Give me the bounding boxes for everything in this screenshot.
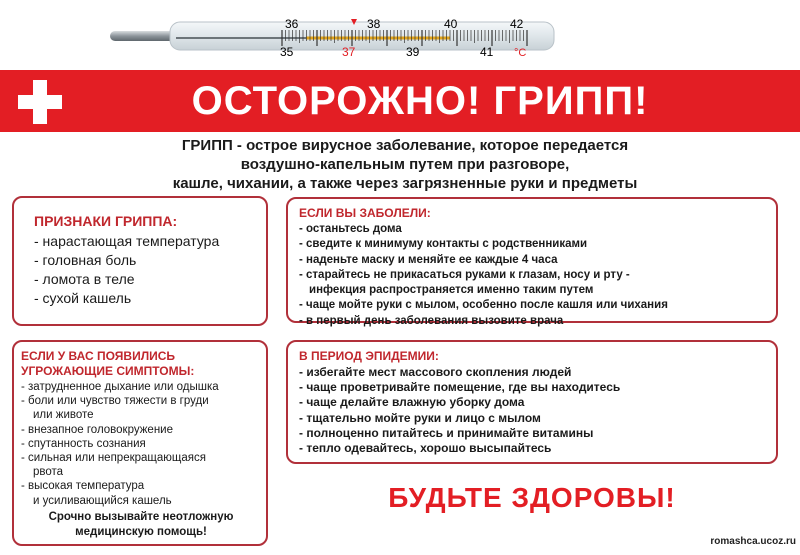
list-item: - головная боль (34, 252, 137, 268)
danger-title-line2: УГРОЖАЮЩИЕ СИМПТОМЫ: (21, 364, 195, 378)
intro-line: кашле, чихании, а также через загрязненные руки и предметы (172, 175, 638, 192)
epidemic-box (286, 340, 778, 464)
danger-symptoms-box (12, 340, 268, 546)
list-item: или животе (33, 409, 94, 422)
watermark: romashca.ucoz.ru (710, 536, 796, 547)
list-item: и усиливающийся кашель (33, 494, 172, 507)
intro-text (60, 136, 750, 193)
epidemic-title: В ПЕРИОД ЭПИДЕМИИ: (299, 349, 439, 363)
scale-42: 42 (510, 17, 524, 31)
list-item: - избегайте мест массового скопления людей (299, 365, 572, 379)
scale-40: 40 (444, 17, 458, 31)
list-item: - сильная или непрекращающаяся (21, 452, 206, 465)
list-item: - высокая температура (21, 480, 145, 493)
intro-line: воздушно-капельным путем при разговоре, (240, 156, 570, 173)
warning-line: Срочно вызывайте неотложную (48, 510, 234, 523)
warning-line: медицинскую помощь! (75, 525, 207, 538)
list-item: - останьтесь дома (299, 223, 402, 235)
list-item: - чаще делайте влажную уборку дома (299, 395, 525, 410)
list-item: - боли или чувство тяжести в груди (21, 395, 209, 408)
if-sick-box (286, 197, 778, 327)
list-item: - старайтесь не прикасаться руками к глазам, носу и рту - (299, 268, 630, 281)
list-item: рвота (33, 466, 64, 479)
scale-38: 38 (367, 17, 381, 31)
scale-39: 39 (406, 45, 420, 59)
if-sick-title: ЕСЛИ ВЫ ЗАБОЛЕЛИ: (299, 206, 431, 220)
header-banner (0, 70, 800, 132)
list-item: - ломота в теле (34, 271, 135, 287)
list-item: - сухой кашель (34, 290, 132, 306)
scale-35: 35 (280, 45, 294, 59)
list-item: - полноценно питайтесь и принимайте витамины (299, 425, 594, 440)
list-item: - затрудненное дыхание или одышка (21, 381, 219, 393)
list-item: - сведите к минимуму контакты с родственниками (299, 238, 588, 251)
list-item: - тепло одевайтесь, хорошо высыпайтесь (299, 441, 552, 456)
closing-slogan: БУДЬТЕ ЗДОРОВЫ! (388, 482, 676, 513)
list-item: - нарастающая температура (34, 233, 220, 249)
scale-unit: °C (514, 47, 527, 59)
list-item: - внезапное головокружение (21, 423, 173, 436)
intro-line: ГРИПП - острое вирусное заболевание, которое передается (181, 137, 629, 154)
thermometer-illustration (110, 8, 560, 62)
list-item: инфекция распространяется именно таким путем (309, 284, 594, 297)
flu-signs-box (12, 196, 268, 326)
list-item: - тщательно мойте руки и лицо с мылом (299, 410, 541, 425)
list-item: - спутанность сознания (21, 437, 146, 450)
scale-37: 37 (342, 45, 356, 59)
emergency-warning (21, 510, 261, 540)
list-item: - чаще мойте руки с мылом, особенно после кашля или чихания (299, 299, 668, 312)
danger-title-line1: ЕСЛИ У ВАС ПОЯВИЛИСЬ (21, 349, 176, 363)
scale-41: 41 (480, 45, 494, 59)
page-title: ОСТОРОЖНО! ГРИПП! (191, 79, 649, 123)
list-item: - в первый день заболевания вызовите врача (299, 314, 564, 327)
flu-signs-title: ПРИЗНАКИ ГРИППА: (34, 213, 178, 229)
scale-36: 36 (285, 17, 299, 31)
list-item: - наденьте маску и меняйте ее каждые 4 часа (299, 253, 558, 266)
list-item: - чаще проветривайте помещение, где вы находитесь (299, 380, 621, 395)
